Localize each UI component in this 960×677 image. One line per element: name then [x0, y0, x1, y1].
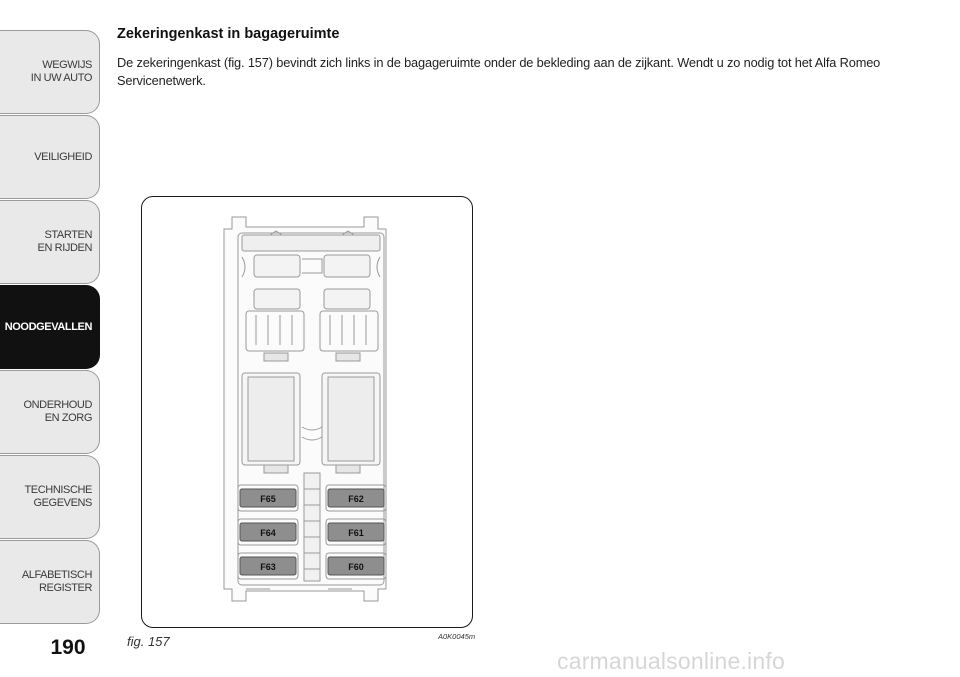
tab-onderhoud[interactable]: ONDERHOUD EN ZORG: [0, 370, 100, 454]
fuse-label: F64: [260, 528, 276, 538]
figure-frame: [141, 196, 473, 628]
fuse-label: F60: [348, 562, 364, 572]
tab-technische[interactable]: TECHNISCHE GEGEVENS: [0, 455, 100, 539]
fuse-label: F63: [260, 562, 276, 572]
figure-code: A0K0045m: [438, 632, 476, 641]
fuse-label: F61: [348, 528, 364, 538]
section-body: De zekeringenkast (fig. 157) bevindt zich links in de bagageruimte onder de bekleding aan de zijkant. Wendt u zo nodig tot het Alfa Romeo Servicenetwerk.: [117, 55, 881, 88]
fuse-label: F62: [348, 494, 364, 504]
figure-caption: fig. 157: [127, 634, 170, 649]
page-number: 190: [50, 636, 86, 659]
tab-starten[interactable]: STARTEN EN RIJDEN: [0, 200, 100, 284]
watermark: carmanualsonline.info: [557, 648, 785, 674]
fusebox-diagram: [142, 197, 474, 629]
tab-noodgevallen[interactable]: NOODGEVALLEN: [0, 285, 100, 369]
tab-alfabetisch[interactable]: ALFABETISCH REGISTER: [0, 540, 100, 624]
tab-wegwijs[interactable]: WEGWIJS IN UW AUTO: [0, 30, 100, 114]
fuse-label: F65: [260, 494, 276, 504]
tab-veiligheid[interactable]: VEILIGHEID: [0, 115, 100, 199]
chapter-sidebar: [0, 0, 102, 677]
section-title: Zekeringenkast in bagageruimte: [117, 26, 340, 42]
